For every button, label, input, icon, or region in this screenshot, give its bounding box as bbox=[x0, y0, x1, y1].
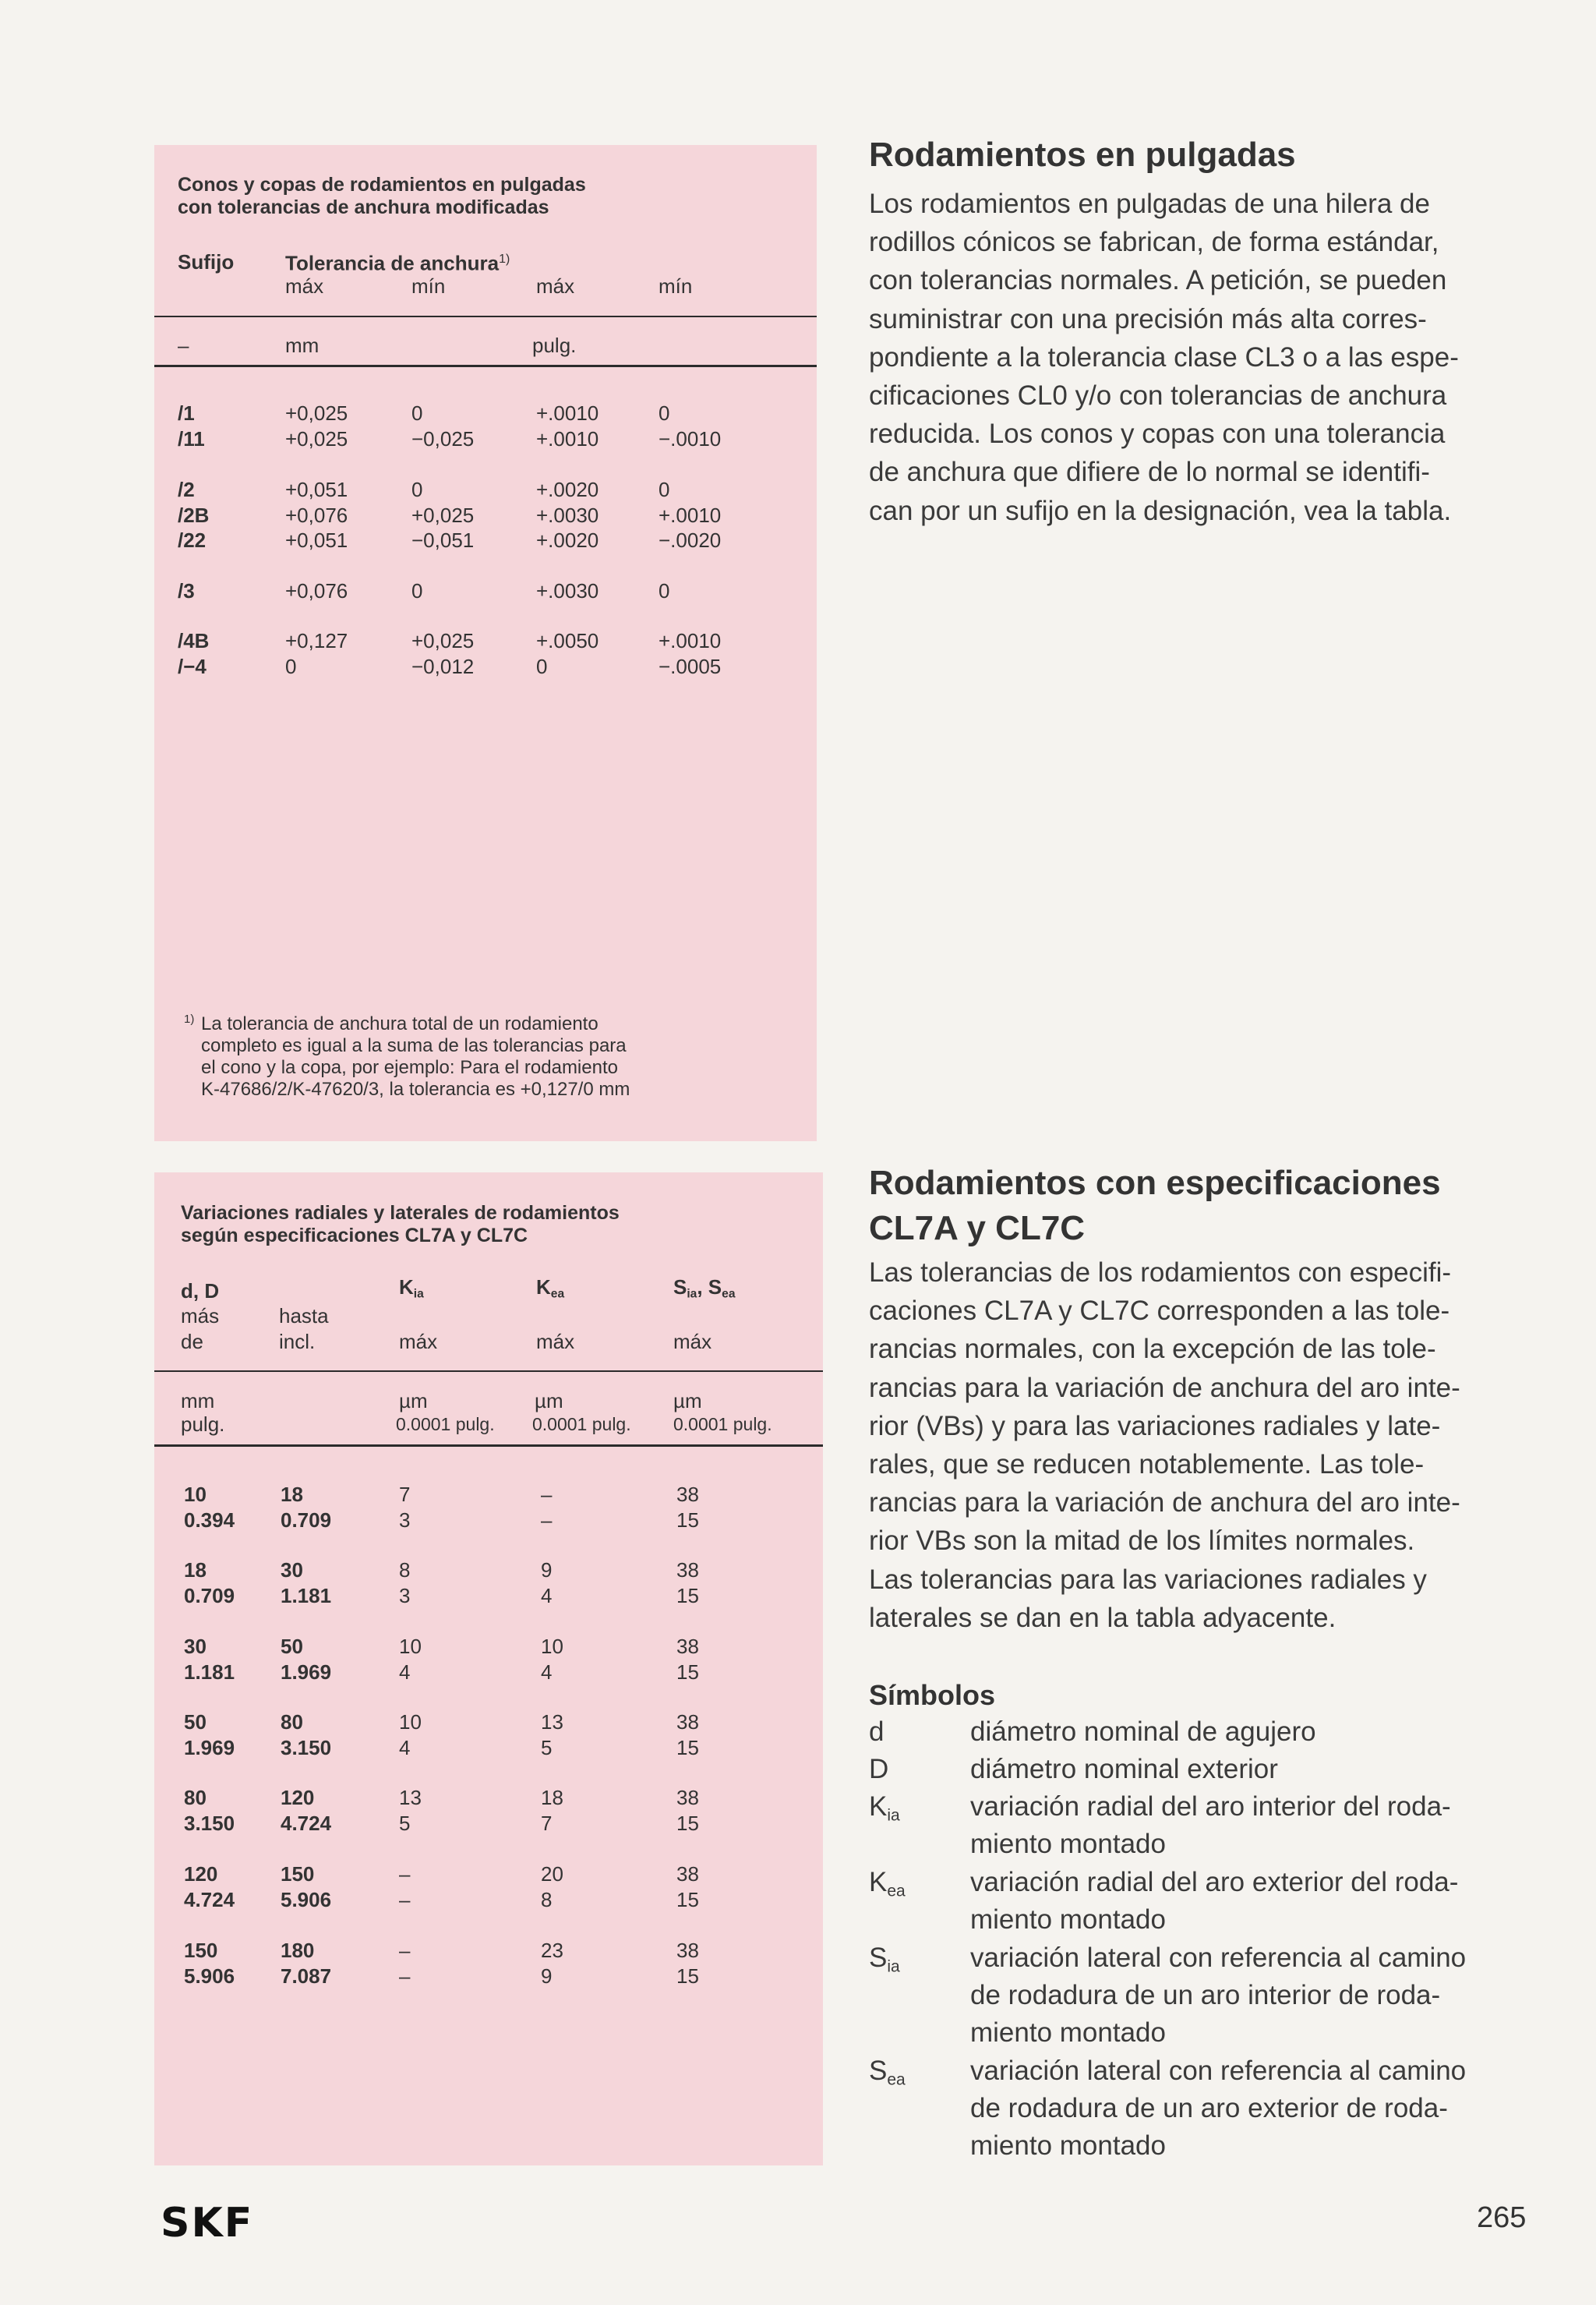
table2-unit-pulg-s: 0.0001 pulg. bbox=[673, 1414, 772, 1434]
table1-subheader-max-in: máx bbox=[536, 274, 575, 298]
table2-row-to-in: 4.724 bbox=[281, 1812, 332, 1835]
table2-row-kea-in: 7 bbox=[541, 1812, 553, 1835]
table1-row-min-in: +.0010 bbox=[659, 629, 722, 652]
section2-line: rales, que se reducen notablemente. Las tole- bbox=[869, 1449, 1425, 1480]
table2-row-s-in: 15 bbox=[676, 1888, 699, 1911]
table1-unit-dash: – bbox=[178, 334, 189, 357]
table2-row-kia-in: 4 bbox=[399, 1660, 411, 1684]
table2-row-kia-um: 13 bbox=[399, 1786, 422, 1809]
table1-row-suffix: /3 bbox=[178, 579, 195, 603]
table1-row-min-mm: 0 bbox=[411, 579, 423, 603]
symbol-desc: variación radial del aro exterior del roda- bbox=[970, 1867, 1459, 1897]
table2-row-from-mm: 10 bbox=[184, 1483, 207, 1506]
table2-row-kia-in: 3 bbox=[399, 1508, 411, 1532]
symbol-desc: variación lateral con referencia al camino bbox=[970, 2056, 1467, 2086]
section2-heading-line2: CL7A y CL7C bbox=[869, 1209, 1086, 1247]
table1-row-max-mm: +0,051 bbox=[285, 478, 348, 501]
skf-logo: SKF bbox=[161, 2200, 254, 2247]
table2-row-kea-um: 10 bbox=[541, 1635, 563, 1658]
table2-row-kea-um: 20 bbox=[541, 1862, 563, 1886]
table2-unit-pulg-kea: 0.0001 pulg. bbox=[532, 1414, 631, 1434]
table2-row-to-mm: 180 bbox=[281, 1939, 315, 1962]
table2-row-kea-um: – bbox=[541, 1483, 553, 1506]
table2-header-dD: d, D bbox=[181, 1279, 220, 1303]
table2-rule-1 bbox=[154, 1370, 823, 1372]
table2-row-s-in: 15 bbox=[676, 1812, 699, 1835]
section1-body bbox=[869, 185, 1459, 530]
symbol-desc: de rodadura de un aro interior de roda- bbox=[970, 1980, 1441, 2010]
table2-row-kia-um: 10 bbox=[399, 1710, 422, 1734]
table2-row-from-mm: 120 bbox=[184, 1862, 218, 1886]
table1-row-min-mm: −0,012 bbox=[411, 655, 475, 678]
table1-row-suffix: /−4 bbox=[178, 655, 207, 678]
table1-row-min-in: 0 bbox=[659, 401, 670, 425]
table1-header-sufijo: Sufijo bbox=[178, 250, 235, 274]
table2-row-kea-in: 9 bbox=[541, 1964, 553, 1988]
symbol-desc: de rodadura de un aro exterior de roda- bbox=[970, 2093, 1448, 2123]
section1-line: rodillos cónicos se fabrican, de forma estándar, bbox=[869, 227, 1439, 258]
symbol-desc: diámetro nominal exterior bbox=[970, 1754, 1278, 1784]
table2-row-from-in: 1.181 bbox=[184, 1660, 235, 1684]
table1-row-min-mm: −0,025 bbox=[411, 427, 475, 451]
table2-unit-mm: mm bbox=[181, 1389, 215, 1412]
table2-row-to-in: 1.969 bbox=[281, 1660, 332, 1684]
table2-row-kea-in: 8 bbox=[541, 1888, 553, 1911]
table2-row-kia-um: – bbox=[399, 1939, 411, 1962]
table2-header-de: de bbox=[181, 1330, 203, 1353]
table2-row-to-in: 5.906 bbox=[281, 1888, 332, 1911]
table1-row-max-mm: +0,025 bbox=[285, 427, 348, 451]
table2-row-to-mm: 150 bbox=[281, 1862, 315, 1886]
table2-row-to-mm: 18 bbox=[281, 1483, 303, 1506]
table2-row-s-um: 38 bbox=[676, 1558, 699, 1582]
table2-title-line2: según especificaciones CL7A y CL7C bbox=[181, 1225, 528, 1246]
table2-row-kia-in: 4 bbox=[399, 1736, 411, 1759]
table1-row-min-mm: +0,025 bbox=[411, 504, 475, 527]
table2-row-from-in: 0.394 bbox=[184, 1508, 235, 1532]
section2-body bbox=[869, 1253, 1460, 1637]
table2-row-s-um: 38 bbox=[676, 1635, 699, 1658]
table2-row-from-mm: 50 bbox=[184, 1710, 207, 1734]
table2-row-kea-um: 23 bbox=[541, 1939, 563, 1962]
table2-unit-um-s: µm bbox=[673, 1389, 702, 1412]
section2-line: Las tolerancias de los rodamientos con especifi- bbox=[869, 1257, 1452, 1288]
table2-row-kea-um: 9 bbox=[541, 1558, 553, 1582]
table2-row-from-in: 5.906 bbox=[184, 1964, 235, 1988]
table1-title-line2: con tolerancias de anchura modificadas bbox=[178, 196, 549, 218]
table1-row-min-in: +.0010 bbox=[659, 504, 722, 527]
section2-line: rior VBs son la mitad de los límites normales. bbox=[869, 1525, 1415, 1557]
table2-row-to-mm: 120 bbox=[281, 1786, 315, 1809]
table2-row-to-in: 7.087 bbox=[281, 1964, 332, 1988]
section1-line: cificaciones CL0 y/o con tolerancias de anchura bbox=[869, 380, 1447, 412]
table1-row-min-mm: 0 bbox=[411, 401, 423, 425]
symbol-key: $K_{ia}$ bbox=[869, 1791, 900, 1825]
table2-row-from-mm: 80 bbox=[184, 1786, 207, 1809]
symbol-key: $K_{ea}$ bbox=[869, 1867, 906, 1900]
page-number: 265 bbox=[1477, 2201, 1527, 2234]
table2-row-from-in: 4.724 bbox=[184, 1888, 235, 1911]
table2-header-kia: $K_{ia}$ bbox=[399, 1275, 424, 1301]
table1-row-max-mm: +0,076 bbox=[285, 579, 348, 603]
table2-row-to-in: 1.181 bbox=[281, 1584, 332, 1607]
section2-heading-line1: Rodamientos con especificaciones bbox=[869, 1164, 1441, 1202]
table1-header-tolerancia: Tolerancia de anchura$^{1)}$ bbox=[285, 251, 510, 275]
table1-row-max-mm: +0,051 bbox=[285, 529, 348, 552]
table2-header-sia-sea: $S_{ia}$, $S_{ea}$ bbox=[673, 1275, 736, 1301]
table2-title-line1: Variaciones radiales y laterales de rodamientos bbox=[181, 1202, 620, 1224]
table2-row-from-in: 0.709 bbox=[184, 1584, 235, 1607]
table1-row-min-mm: +0,025 bbox=[411, 629, 475, 652]
table1-row-suffix: /1 bbox=[178, 401, 195, 425]
table2-row-s-um: 38 bbox=[676, 1483, 699, 1506]
table2-panel bbox=[154, 1172, 823, 2165]
table2-header-hasta: hasta bbox=[279, 1304, 329, 1327]
table2-row-kia-in: 3 bbox=[399, 1584, 411, 1607]
table1-row-max-in: +.0050 bbox=[536, 629, 599, 652]
table1-unit-mm: mm bbox=[285, 334, 320, 357]
table1-row-min-in: −.0010 bbox=[659, 427, 722, 451]
table2-row-kia-in: 5 bbox=[399, 1812, 411, 1835]
table2-row-from-in: 1.969 bbox=[184, 1736, 235, 1759]
table2-row-to-mm: 50 bbox=[281, 1635, 303, 1658]
symbols-title: Símbolos bbox=[869, 1679, 996, 1711]
section2-line: Las tolerancias para las variaciones radiales y bbox=[869, 1564, 1427, 1595]
symbol-key: $S_{ea}$ bbox=[869, 2056, 906, 2089]
table2-row-from-mm: 150 bbox=[184, 1939, 218, 1962]
table1-rule-2 bbox=[154, 365, 817, 367]
table2-row-to-in: 3.150 bbox=[281, 1736, 332, 1759]
table1-row-min-in: 0 bbox=[659, 478, 670, 501]
section2-line: caciones CL7A y CL7C corresponden a las tole- bbox=[869, 1296, 1450, 1327]
table2-row-to-mm: 80 bbox=[281, 1710, 303, 1734]
table2-row-s-in: 15 bbox=[676, 1508, 699, 1532]
table1-row-suffix: /2 bbox=[178, 478, 195, 501]
table1-row-max-in: +.0010 bbox=[536, 401, 599, 425]
table2-row-kia-um: 10 bbox=[399, 1635, 422, 1658]
table2-row-s-in: 15 bbox=[676, 1584, 699, 1607]
section1-heading: Rodamientos en pulgadas bbox=[869, 136, 1296, 174]
table2-row-kia-in: – bbox=[399, 1964, 411, 1988]
table1-row-max-in: +.0030 bbox=[536, 579, 599, 603]
table1-footnote-ref: 1) bbox=[499, 253, 510, 266]
table1-row-max-in: +.0010 bbox=[536, 427, 599, 451]
table1-footnote-marker: 1) bbox=[184, 1013, 195, 1026]
table1-row-suffix: /4B bbox=[178, 629, 210, 652]
table2-row-to-mm: 30 bbox=[281, 1558, 303, 1582]
table2-header-incl: incl. bbox=[279, 1330, 316, 1353]
section1-line: suministrar con una precisión más alta corres- bbox=[869, 303, 1427, 334]
table1-row-max-mm: +0,025 bbox=[285, 401, 348, 425]
symbol-desc: miento montado bbox=[970, 2017, 1166, 2048]
table2-unit-um-kea: µm bbox=[535, 1389, 563, 1412]
table2-row-kea-in: 4 bbox=[541, 1584, 553, 1607]
table2-row-s-um: 38 bbox=[676, 1786, 699, 1809]
table2-row-from-mm: 18 bbox=[184, 1558, 207, 1582]
table2-row-from-in: 3.150 bbox=[184, 1812, 235, 1835]
table2-row-kia-in: – bbox=[399, 1888, 411, 1911]
table2-row-kea-in: 5 bbox=[541, 1736, 553, 1759]
table1-rule-1 bbox=[154, 316, 817, 317]
section1-line: pondiente a la tolerancia clase CL3 o a las espe- bbox=[869, 341, 1459, 373]
section1-line: Los rodamientos en pulgadas de una hilera de bbox=[869, 189, 1430, 219]
table1-row-max-mm: +0,076 bbox=[285, 504, 348, 527]
section2-line: rior (VBs) y para las variaciones radiales y late- bbox=[869, 1410, 1441, 1441]
symbol-desc: diámetro nominal de agujero bbox=[970, 1716, 1316, 1747]
symbol-key: $S_{ia}$ bbox=[869, 1943, 900, 1976]
table2-header-max-s: máx bbox=[673, 1330, 712, 1353]
table2-rule-2 bbox=[154, 1444, 823, 1447]
table2-row-s-um: 38 bbox=[676, 1862, 699, 1886]
table2-row-kea-um: 13 bbox=[541, 1710, 563, 1734]
table2-row-kia-um: 7 bbox=[399, 1483, 411, 1506]
table1-subheader-min-mm: mín bbox=[411, 274, 446, 298]
table1-row-max-in: +.0020 bbox=[536, 529, 599, 552]
symbol-key: D bbox=[869, 1754, 889, 1784]
table2-unit-um-kia: µm bbox=[399, 1389, 428, 1412]
table2-row-from-mm: 30 bbox=[184, 1635, 207, 1658]
symbol-desc: miento montado bbox=[970, 2130, 1166, 2161]
table1-row-min-mm: 0 bbox=[411, 478, 423, 501]
table1-subheader-min-in: mín bbox=[659, 274, 693, 298]
table2-header-kea: $K_{ea}$ bbox=[536, 1275, 565, 1301]
table1-unit-pulg: pulg. bbox=[532, 334, 577, 357]
table1-row-suffix: /11 bbox=[178, 427, 205, 451]
table2-header-max-kea: máx bbox=[536, 1330, 575, 1353]
section2-line: rancias para la variación de anchura del aro inte- bbox=[869, 1487, 1460, 1518]
symbol-key: d bbox=[869, 1716, 885, 1747]
table2-row-s-um: 38 bbox=[676, 1710, 699, 1734]
table2-row-kea-in: – bbox=[541, 1508, 553, 1532]
table2-unit-pulg-kia: 0.0001 pulg. bbox=[396, 1414, 495, 1434]
section2-line: laterales se dan en la tabla adyacente. bbox=[869, 1602, 1336, 1633]
table1-row-max-mm: 0 bbox=[285, 655, 297, 678]
section2-line: rancias normales, con la excepción de las tole- bbox=[869, 1334, 1436, 1365]
table2-row-s-in: 15 bbox=[676, 1964, 699, 1988]
table2-row-s-um: 38 bbox=[676, 1939, 699, 1962]
table1-row-max-in: +.0020 bbox=[536, 478, 599, 501]
table2-row-kea-in: 4 bbox=[541, 1660, 553, 1684]
section1-line: de anchura que difiere de lo normal se identifi- bbox=[869, 457, 1430, 488]
table1-footnote-line3: el cono y la copa, por ejemplo: Para el rodamiento bbox=[201, 1057, 618, 1078]
table2-row-s-in: 15 bbox=[676, 1736, 699, 1759]
table1-row-min-in: −.0020 bbox=[659, 529, 722, 552]
table1-footnote-line2: completo es igual a la suma de las tolerancias para bbox=[201, 1035, 627, 1056]
table2-row-to-in: 0.709 bbox=[281, 1508, 332, 1532]
table1-row-max-mm: +0,127 bbox=[285, 629, 348, 652]
section1-line: reducida. Los conos y copas con una tolerancia bbox=[869, 419, 1446, 450]
table1-row-max-in: 0 bbox=[536, 655, 548, 678]
table1-footnote-line1: La tolerancia de anchura total de un rodamiento bbox=[201, 1013, 598, 1034]
table1-subheader-max-mm: máx bbox=[285, 274, 324, 298]
symbol-desc: miento montado bbox=[970, 1829, 1166, 1859]
symbol-desc: miento montado bbox=[970, 1904, 1166, 1935]
section1-line: con tolerancias normales. A petición, se pueden bbox=[869, 265, 1447, 296]
table2-row-s-in: 15 bbox=[676, 1660, 699, 1684]
section2-line: rancias para la variación de anchura del aro inte- bbox=[869, 1372, 1460, 1403]
table1-row-min-in: −.0005 bbox=[659, 655, 722, 678]
table1-row-suffix: /22 bbox=[178, 529, 207, 552]
section1-line: can por un sufijo en la designación, vea la tabla. bbox=[869, 495, 1452, 526]
table1-footnote-line4: K-47686/2/K-47620/3, la tolerancia es +0,127/0 mm bbox=[201, 1079, 630, 1100]
table1-row-min-in: 0 bbox=[659, 579, 670, 603]
table2-row-kea-um: 18 bbox=[541, 1786, 563, 1809]
symbol-desc: variación lateral con referencia al camino bbox=[970, 1943, 1467, 1973]
table1-row-min-mm: −0,051 bbox=[411, 529, 475, 552]
table1-title-line1: Conos y copas de rodamientos en pulgadas bbox=[178, 174, 586, 196]
table2-row-kia-um: – bbox=[399, 1862, 411, 1886]
table2-header-mas: más bbox=[181, 1304, 220, 1327]
table1-row-suffix: /2B bbox=[178, 504, 210, 527]
symbol-desc: variación radial del aro interior del roda- bbox=[970, 1791, 1451, 1822]
table2-unit-pulg: pulg. bbox=[181, 1412, 225, 1436]
table2-row-kia-um: 8 bbox=[399, 1558, 411, 1582]
table1-row-max-in: +.0030 bbox=[536, 504, 599, 527]
table2-header-max-kia: máx bbox=[399, 1330, 438, 1353]
